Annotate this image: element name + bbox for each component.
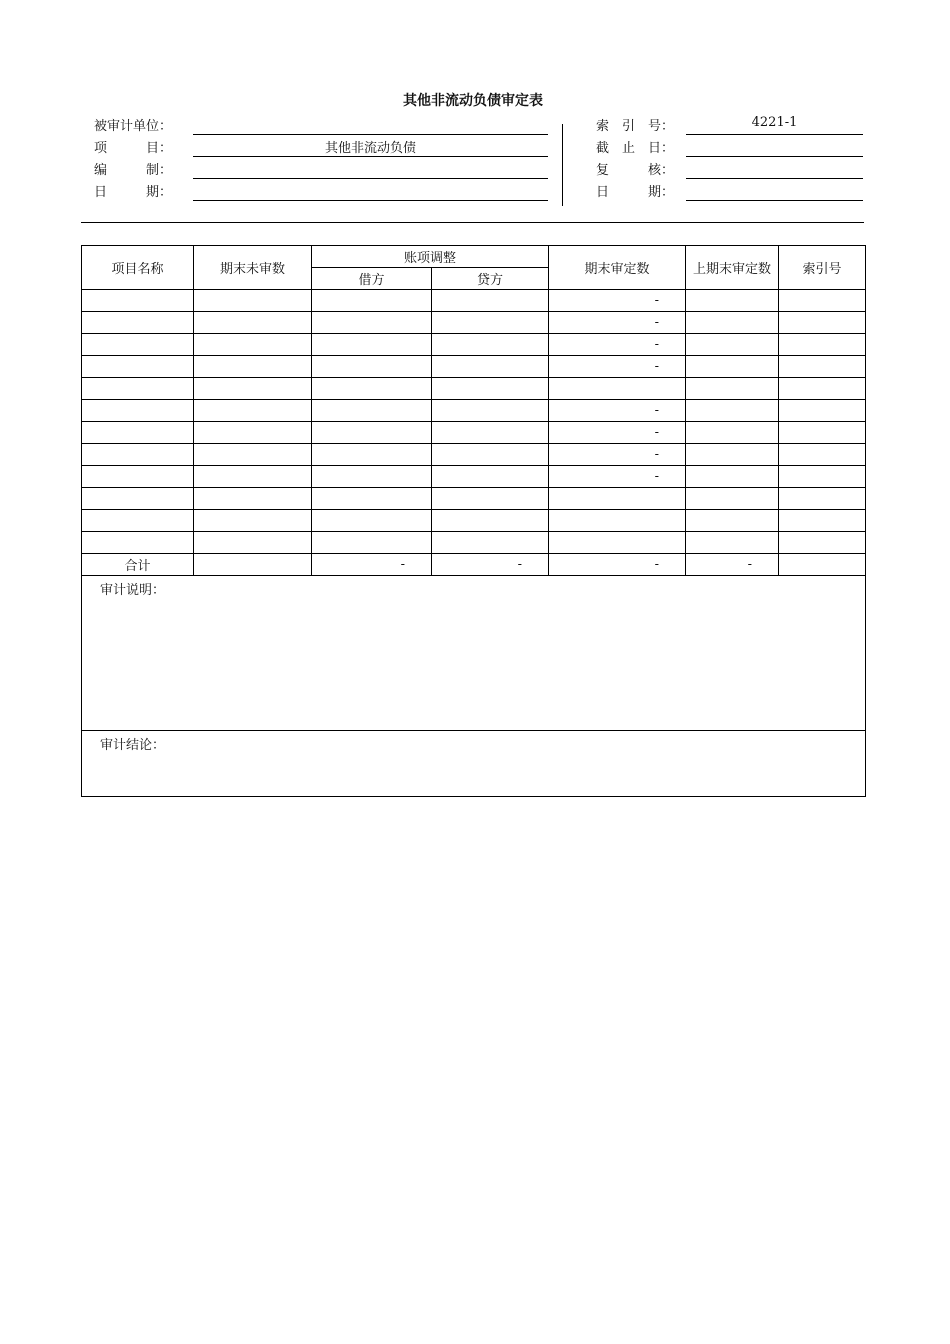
cell-item-name[interactable] <box>82 312 194 334</box>
cell-index[interactable] <box>779 290 866 312</box>
cell-item-name[interactable] <box>82 444 194 466</box>
cell-credit[interactable] <box>432 532 549 554</box>
cell-unaudited[interactable] <box>194 312 312 334</box>
prepared-date-label: 日 期： <box>94 185 173 200</box>
col-audited: 期末审定数 <box>549 246 686 290</box>
cell-unaudited[interactable] <box>194 378 312 400</box>
cell-credit[interactable] <box>432 356 549 378</box>
table-row <box>82 532 866 554</box>
audit-note-area[interactable] <box>82 576 866 731</box>
cell-unaudited[interactable] <box>194 532 312 554</box>
col-index: 索引号 <box>779 246 866 290</box>
cell-unaudited[interactable] <box>194 400 312 422</box>
cell-index[interactable] <box>779 532 866 554</box>
cell-index[interactable] <box>779 378 866 400</box>
reviewed-by-field[interactable] <box>686 178 863 179</box>
table-row <box>82 334 866 356</box>
cell-credit[interactable] <box>432 312 549 334</box>
cell-item-name[interactable] <box>82 510 194 532</box>
cell-index[interactable] <box>779 312 866 334</box>
cell-audited[interactable]: - <box>549 444 686 466</box>
cell-index[interactable] <box>779 510 866 532</box>
col-prior-audited: 上期末审定数 <box>686 246 779 290</box>
table-row <box>82 312 866 334</box>
cell-audited[interactable] <box>549 378 686 400</box>
total-row <box>82 554 866 576</box>
table-row <box>82 290 866 312</box>
cell-prior-audited[interactable] <box>686 444 779 466</box>
col-item-name: 项目名称 <box>82 246 194 290</box>
table-row <box>82 356 866 378</box>
cell-prior-audited[interactable] <box>686 422 779 444</box>
cell-credit[interactable] <box>432 378 549 400</box>
total-prior-audited[interactable]: - <box>686 554 779 576</box>
cell-unaudited[interactable] <box>194 510 312 532</box>
cell-credit[interactable] <box>432 290 549 312</box>
reviewed-by-label: 复 核： <box>596 163 675 178</box>
cell-audited[interactable]: - <box>549 400 686 422</box>
cell-audited[interactable] <box>549 510 686 532</box>
review-date-field[interactable] <box>686 200 863 201</box>
cell-unaudited[interactable] <box>194 488 312 510</box>
header-separator <box>81 222 864 223</box>
col-unaudited: 期末未审数 <box>194 246 312 290</box>
cell-index[interactable] <box>779 356 866 378</box>
cell-audited[interactable] <box>549 532 686 554</box>
table-row <box>82 422 866 444</box>
cell-debit[interactable] <box>312 400 432 422</box>
page-title: 其他非流动负债审定表 <box>403 93 543 109</box>
table-row <box>82 488 866 510</box>
cell-item-name[interactable] <box>82 400 194 422</box>
audit-note-row <box>82 576 866 731</box>
cell-audited[interactable]: - <box>549 356 686 378</box>
cell-prior-audited[interactable] <box>686 488 779 510</box>
cell-audited[interactable] <box>549 488 686 510</box>
total-label: 合计 <box>82 554 194 576</box>
col-adjustment: 账项调整 <box>312 246 549 268</box>
cell-prior-audited[interactable] <box>686 356 779 378</box>
table-row <box>82 466 866 488</box>
index-no-value: 4221-1 <box>751 115 798 130</box>
cell-index[interactable] <box>779 488 866 510</box>
item-value: 其他非流动负债 <box>324 141 416 156</box>
cell-item-name[interactable] <box>82 290 194 312</box>
cell-index[interactable] <box>779 466 866 488</box>
prepared-by-label: 编 制： <box>94 163 173 178</box>
table-row <box>82 378 866 400</box>
col-credit: 贷方 <box>432 268 549 290</box>
cell-prior-audited[interactable] <box>686 378 779 400</box>
cell-unaudited[interactable] <box>194 290 312 312</box>
cell-debit[interactable] <box>312 334 432 356</box>
review-date-label: 日 期： <box>596 185 675 200</box>
cell-credit[interactable] <box>432 466 549 488</box>
cell-index[interactable] <box>779 400 866 422</box>
cell-unaudited[interactable] <box>194 444 312 466</box>
item-field[interactable] <box>193 156 548 157</box>
cell-unaudited[interactable] <box>194 356 312 378</box>
cell-debit[interactable] <box>312 356 432 378</box>
cell-prior-audited[interactable] <box>686 334 779 356</box>
cell-item-name[interactable] <box>82 532 194 554</box>
cell-credit[interactable] <box>432 334 549 356</box>
cell-audited[interactable]: - <box>549 290 686 312</box>
cell-debit[interactable] <box>312 510 432 532</box>
cell-index[interactable] <box>779 334 866 356</box>
total-audited[interactable]: - <box>549 554 686 576</box>
cell-item-name[interactable] <box>82 378 194 400</box>
cell-debit[interactable] <box>312 312 432 334</box>
prepared-by-field[interactable] <box>193 178 548 179</box>
cell-debit[interactable] <box>312 378 432 400</box>
cell-credit[interactable] <box>432 400 549 422</box>
cell-prior-audited[interactable] <box>686 400 779 422</box>
cell-item-name[interactable] <box>82 356 194 378</box>
cutoff-date-label: 截 止 日： <box>596 141 675 156</box>
cell-prior-audited[interactable] <box>686 510 779 532</box>
cell-debit[interactable] <box>312 488 432 510</box>
index-no-field[interactable] <box>686 134 863 135</box>
col-debit: 借方 <box>312 268 432 290</box>
audit-note-label: 审计说明： <box>100 583 166 598</box>
index-no-label: 索 引 号： <box>596 119 675 134</box>
cell-prior-audited[interactable] <box>686 466 779 488</box>
audit-conclusion-row <box>82 731 866 797</box>
audit-conclusion-label: 审计结论： <box>100 738 166 753</box>
cell-debit[interactable] <box>312 290 432 312</box>
cell-audited[interactable]: - <box>549 466 686 488</box>
cell-unaudited[interactable] <box>194 422 312 444</box>
total-credit[interactable]: - <box>432 554 549 576</box>
audited-entity-label: 被审计单位： <box>94 119 173 134</box>
cell-prior-audited[interactable] <box>686 290 779 312</box>
cell-credit[interactable] <box>432 510 549 532</box>
table-row <box>82 510 866 532</box>
prepared-date-field[interactable] <box>193 200 548 201</box>
cell-index[interactable] <box>779 422 866 444</box>
header-row <box>82 246 866 268</box>
table-row <box>82 400 866 422</box>
cell-unaudited[interactable] <box>194 466 312 488</box>
cell-audited[interactable]: - <box>549 334 686 356</box>
total-unaudited[interactable] <box>194 554 312 576</box>
cell-credit[interactable] <box>432 444 549 466</box>
cell-prior-audited[interactable] <box>686 312 779 334</box>
cell-credit[interactable] <box>432 488 549 510</box>
cell-index[interactable] <box>779 444 866 466</box>
header-divider <box>562 124 563 206</box>
total-debit[interactable]: - <box>312 554 432 576</box>
cell-debit[interactable] <box>312 466 432 488</box>
cell-item-name[interactable] <box>82 466 194 488</box>
cell-credit[interactable] <box>432 422 549 444</box>
cell-debit[interactable] <box>312 532 432 554</box>
cell-debit[interactable] <box>312 444 432 466</box>
audit-conclusion-area[interactable] <box>82 731 866 797</box>
cutoff-date-field[interactable] <box>686 156 863 157</box>
cell-debit[interactable] <box>312 422 432 444</box>
table-row <box>82 444 866 466</box>
cell-item-name[interactable] <box>82 422 194 444</box>
cell-prior-audited[interactable] <box>686 532 779 554</box>
item-label: 项 目： <box>94 141 173 156</box>
total-index[interactable] <box>779 554 866 576</box>
cell-item-name[interactable] <box>82 334 194 356</box>
audit-table <box>81 245 866 797</box>
cell-item-name[interactable] <box>82 488 194 510</box>
cell-audited[interactable]: - <box>549 312 686 334</box>
cell-audited[interactable]: - <box>549 422 686 444</box>
audited-entity-field[interactable] <box>193 134 548 135</box>
cell-unaudited[interactable] <box>194 334 312 356</box>
